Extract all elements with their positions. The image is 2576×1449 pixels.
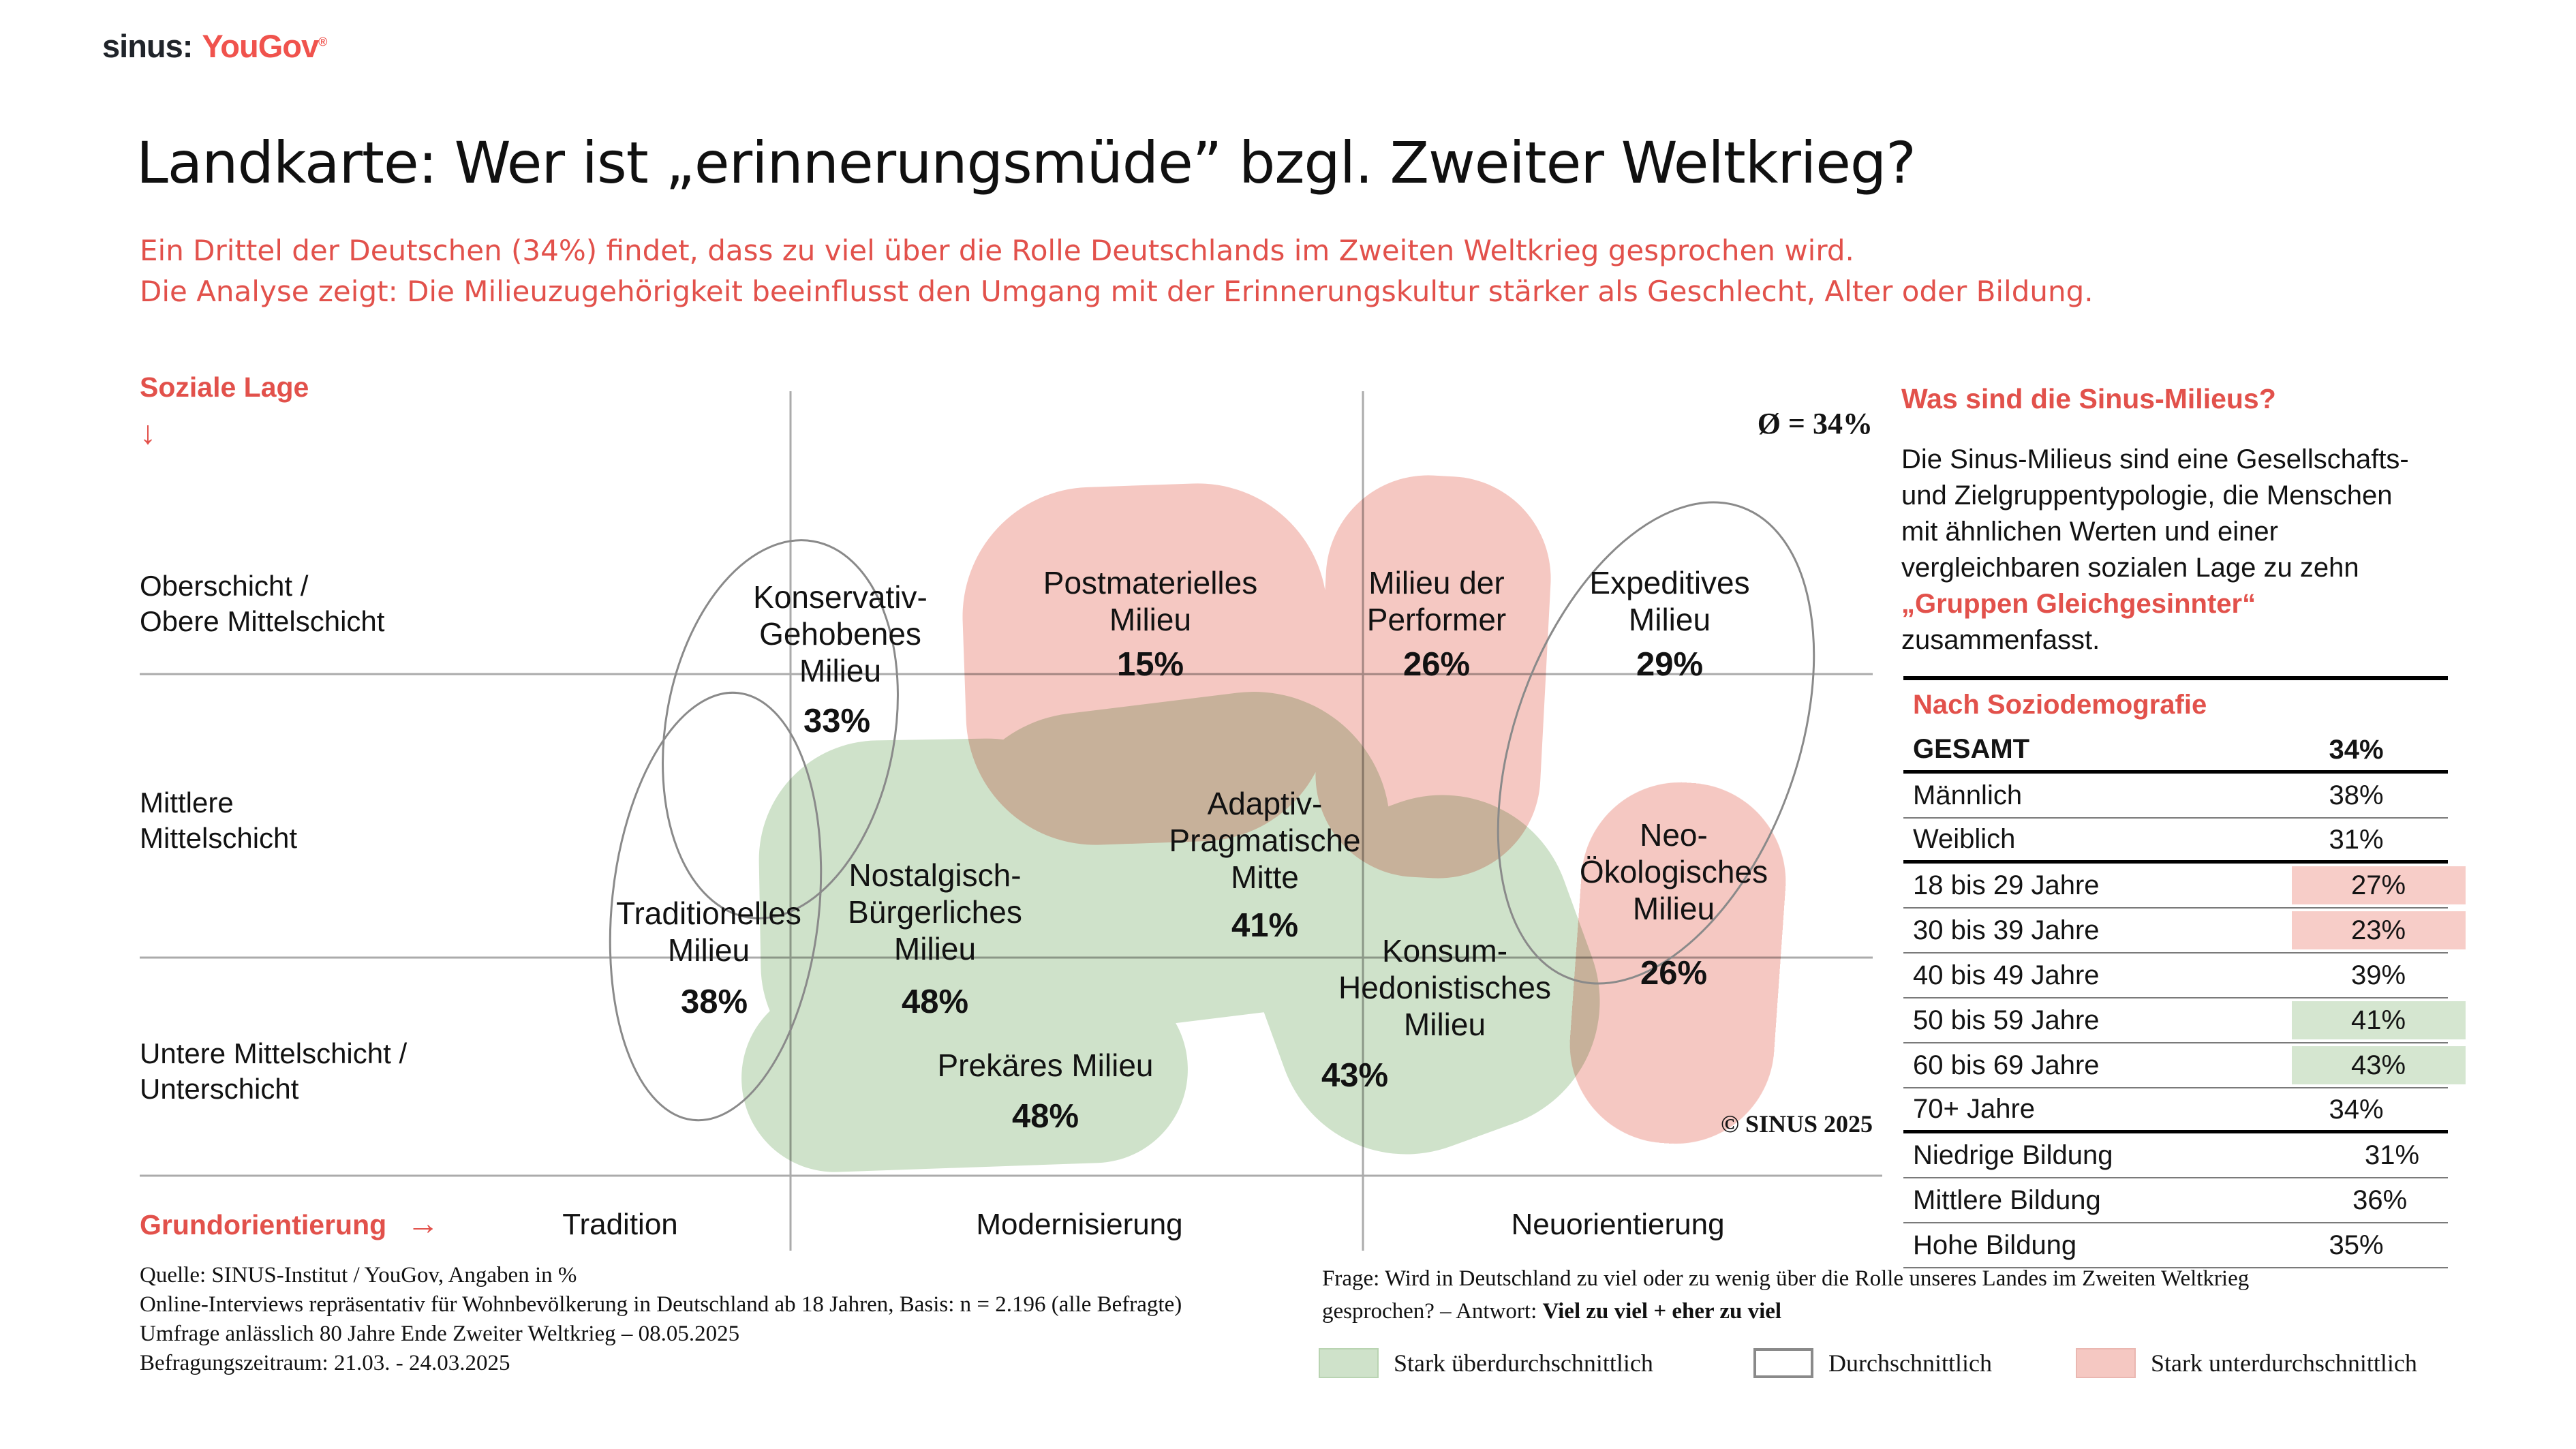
table-row-value: 35% [2329, 1230, 2384, 1260]
question-line-2-prefix: gesprochen? – Antwort: [1322, 1299, 1543, 1324]
milieu-name-line: Bürgerliches [848, 894, 1022, 930]
milieu-name-line: Milieu [1109, 602, 1192, 637]
milieu-percent-expeditives: 29% [1636, 646, 1704, 683]
table-row-value: 23% [2292, 911, 2466, 949]
social-level-line: Unterschicht [140, 1073, 299, 1105]
milieu-name-line: Konservativ- [753, 579, 927, 615]
milieu-name-line: Mitte [1231, 859, 1299, 895]
milieu-name-line: Konsum- [1381, 933, 1508, 968]
milieu-name-line: Milieu [799, 653, 882, 688]
legend-swatch-above [1319, 1348, 1379, 1378]
milieu-name-line: Adaptiv- [1207, 786, 1323, 821]
table-row [1903, 819, 2448, 864]
source-line: Quelle: SINUS-Institut / YouGov, Angaben in % [140, 1263, 577, 1287]
x-axis-label [140, 1205, 440, 1242]
table-row-value: 38% [2329, 780, 2384, 810]
question-line-1: Frage: Wird in Deutschland zu viel oder zu wenig über die Rolle unseres Landes im Zweiten Weltkrieg [1322, 1266, 2250, 1291]
social-level-line: Oberschicht / [140, 570, 309, 602]
milieu-percent-prekaer: 48% [1011, 1098, 1079, 1135]
table-row [1903, 774, 2448, 819]
sidebar-paragraph-line: vergleichbaren sozialen Lage zu zehn [1901, 553, 2359, 583]
milieu-percent-neo: 26% [1640, 955, 1708, 992]
milieu-name-line: Milieu [1632, 891, 1715, 926]
table-row [1903, 864, 2448, 909]
table-row-label: 70+ Jahre [1913, 1094, 2036, 1124]
table-row-value: 34% [2329, 734, 2384, 765]
yougov-logo: YouGov [202, 28, 319, 64]
table-row-label: GESAMT [1913, 734, 2030, 764]
copyright: © SINUS 2025 [1721, 1110, 1873, 1138]
milieu-percent-konsum: 43% [1321, 1057, 1389, 1094]
x-axis-label-text: Grundorientierung [140, 1209, 387, 1240]
milieu-name-line: Milieu [1403, 1007, 1486, 1042]
source-line: Online-Interviews repräsentativ für Wohnbevölkerung in Deutschland ab 18 Jahren, Basis: n = 2.196 (alle Befragte) [140, 1292, 1182, 1317]
question-answer: Viel zu viel + eher zu viel [1542, 1299, 1782, 1324]
table-row-label: 60 bis 69 Jahre [1913, 1050, 2100, 1080]
social-level-line: Obere Mittelschicht [140, 605, 385, 637]
subtitle-line-2: Die Analyse zeigt: Die Milieuzugehörigkeit beeinflusst den Umgang mit der Erinnerungskultur stärker als Geschlecht, Alter oder Bildung. [140, 275, 2094, 308]
milieu-name-line: Neo- [1640, 817, 1708, 853]
demographics-rows [1903, 729, 2448, 1268]
table-row [1903, 909, 2448, 954]
social-level-line: Mittlere [140, 787, 234, 819]
x-axis-category-2: Modernisierung [976, 1208, 1183, 1241]
sidebar-paragraph [1901, 442, 2487, 658]
social-level-line: Mittelschicht [140, 822, 298, 854]
sidebar-heading: Was sind die Sinus-Milieus? [1901, 383, 2276, 414]
milieu-label-konsum [1338, 932, 1551, 1043]
table-row [1903, 729, 2448, 774]
milieu-label-konservativ [753, 579, 927, 689]
social-level-oberschicht [140, 568, 384, 639]
sidebar-paragraph-line: mit ähnlichen Werten und einer [1901, 517, 2278, 547]
table-row-value: 41% [2292, 1001, 2466, 1039]
table-row-label: 18 bis 29 Jahre [1913, 870, 2100, 900]
social-level-mittlere [140, 785, 297, 856]
x-axis-category-1: Tradition [562, 1208, 678, 1241]
milieu-percent-nostalgisch: 48% [901, 983, 969, 1020]
sidebar-paragraph-line: und Zielgruppentypologie, die Menschen [1901, 481, 2393, 510]
milieu-name-line: Traditionelles [616, 896, 801, 931]
table-row-value: 36% [2352, 1185, 2408, 1215]
milieu-name-line: Nostalgisch- [848, 857, 1022, 893]
table-row-value: 43% [2292, 1046, 2466, 1084]
milieu-name-line: Milieu [667, 932, 750, 968]
y-axis-arrow-icon: ↓ [140, 415, 156, 451]
legend-item-above [1319, 1348, 1653, 1378]
table-row-label: Hohe Bildung [1913, 1230, 2077, 1260]
milieu-label-neo [1580, 817, 1768, 927]
milieu-label-postmaterielles [1043, 564, 1257, 638]
legend-label-below: Stark unterdurchschnittlich [2151, 1349, 2417, 1377]
table-row-value: 27% [2292, 866, 2466, 904]
social-level-line: Untere Mittelschicht / [140, 1037, 408, 1069]
milieu-name-line: Milieu [893, 931, 977, 966]
milieu-name-line: Ökologisches [1579, 854, 1768, 889]
average-value: Ø = 34% [1757, 407, 1873, 440]
table-row [1903, 1088, 2448, 1133]
table-row-value: 31% [2364, 1140, 2420, 1170]
table-row-value: 39% [2350, 960, 2406, 990]
table-row [1903, 1178, 2448, 1223]
milieu-name-line: Pragmatische [1169, 823, 1361, 858]
demographics-heading: Nach Soziodemografie [1913, 690, 2207, 720]
page-title: Landkarte: Wer ist „erinnerungsmüde” bzgl. Zweiter Weltkrieg? [136, 129, 1916, 196]
milieu-label-nostalgisch [848, 857, 1022, 967]
milieu-name-line: Expeditives [1589, 565, 1750, 600]
milieu-percent-traditionelles: 38% [680, 983, 748, 1020]
milieu-name-line: Hedonistisches [1338, 970, 1551, 1005]
milieu-percent-konservativ: 33% [803, 703, 871, 739]
social-level-untere [140, 1036, 407, 1107]
sidebar-paragraph-highlight: „Gruppen Gleichgesinnter“ [1901, 589, 2256, 619]
legend-swatch-average [1753, 1348, 1813, 1378]
table-row-label: 30 bis 39 Jahre [1913, 915, 2100, 945]
x-axis-arrow-icon: → [406, 1206, 440, 1242]
table-row [1903, 954, 2448, 998]
y-axis-label: Soziale Lage [140, 371, 309, 403]
milieu-name-line: Gehobenes [759, 616, 921, 652]
milieu-percent-adaptiv: 41% [1231, 907, 1299, 944]
milieu-label-expeditives [1589, 564, 1749, 638]
milieu-label-traditionelles [616, 895, 801, 968]
legend-item-below [2076, 1348, 2417, 1378]
milieu-percent-performer: 26% [1402, 646, 1471, 683]
table-row-label: Mittlere Bildung [1913, 1185, 2101, 1215]
question-block [1322, 1262, 2249, 1328]
table-row-value: 34% [2329, 1094, 2384, 1125]
table-row-value: 31% [2329, 824, 2384, 855]
registered-mark: ® [318, 35, 327, 49]
milieu-label-adaptiv [1169, 785, 1360, 896]
table-row-label: Niedrige Bildung [1913, 1140, 2113, 1170]
source-line: Umfrage anlässlich 80 Jahre Ende Zweiter Weltkrieg – 08.05.2025 [140, 1322, 740, 1346]
legend-item-average [1753, 1348, 1992, 1378]
milieu-name-line: Prekäres Milieu [937, 1048, 1154, 1083]
sidebar-paragraph-line: zusammenfasst. [1901, 625, 2100, 655]
legend-label-above: Stark überdurchschnittlich [1394, 1349, 1653, 1377]
question-line-2 [1322, 1295, 2249, 1328]
source-block [140, 1261, 1182, 1378]
table-row [1903, 1133, 2448, 1178]
milieu-name-line: Performer [1366, 602, 1507, 637]
table-row [1903, 1043, 2448, 1088]
milieu-label-performer [1367, 564, 1506, 638]
demographics-table [1903, 676, 2448, 1268]
table-row-label: 40 bis 49 Jahre [1913, 960, 2100, 990]
x-axis-category-3: Neuorientierung [1511, 1208, 1725, 1241]
milieu-percent-postmaterielles: 15% [1116, 646, 1184, 683]
table-row-label: Weiblich [1913, 824, 2016, 854]
table-row-label: Männlich [1913, 780, 2023, 810]
table-row-label: 50 bis 59 Jahre [1913, 1005, 2100, 1035]
legend-swatch-below [2076, 1348, 2136, 1378]
milieu-name-line: Milieu der [1368, 565, 1505, 600]
sidebar-paragraph-line: Die Sinus-Milieus sind eine Gesellschafts- [1901, 444, 2409, 474]
table-row [1903, 998, 2448, 1043]
milieu-label-prekaer [938, 1047, 1154, 1084]
subtitle-line-1: Ein Drittel der Deutschen (34%) findet, dass zu viel über die Rolle Deutschlands im Zweiten Weltkrieg gesprochen wird. [140, 234, 1854, 267]
legend-label-average: Durchschnittlich [1828, 1349, 1992, 1377]
milieu-name-line: Milieu [1628, 602, 1711, 637]
sinus-logo: sinus: [102, 28, 193, 64]
milieu-name-line: Postmaterielles [1043, 565, 1258, 600]
source-line: Befragungszeitraum: 21.03. - 24.03.2025 [140, 1351, 510, 1375]
